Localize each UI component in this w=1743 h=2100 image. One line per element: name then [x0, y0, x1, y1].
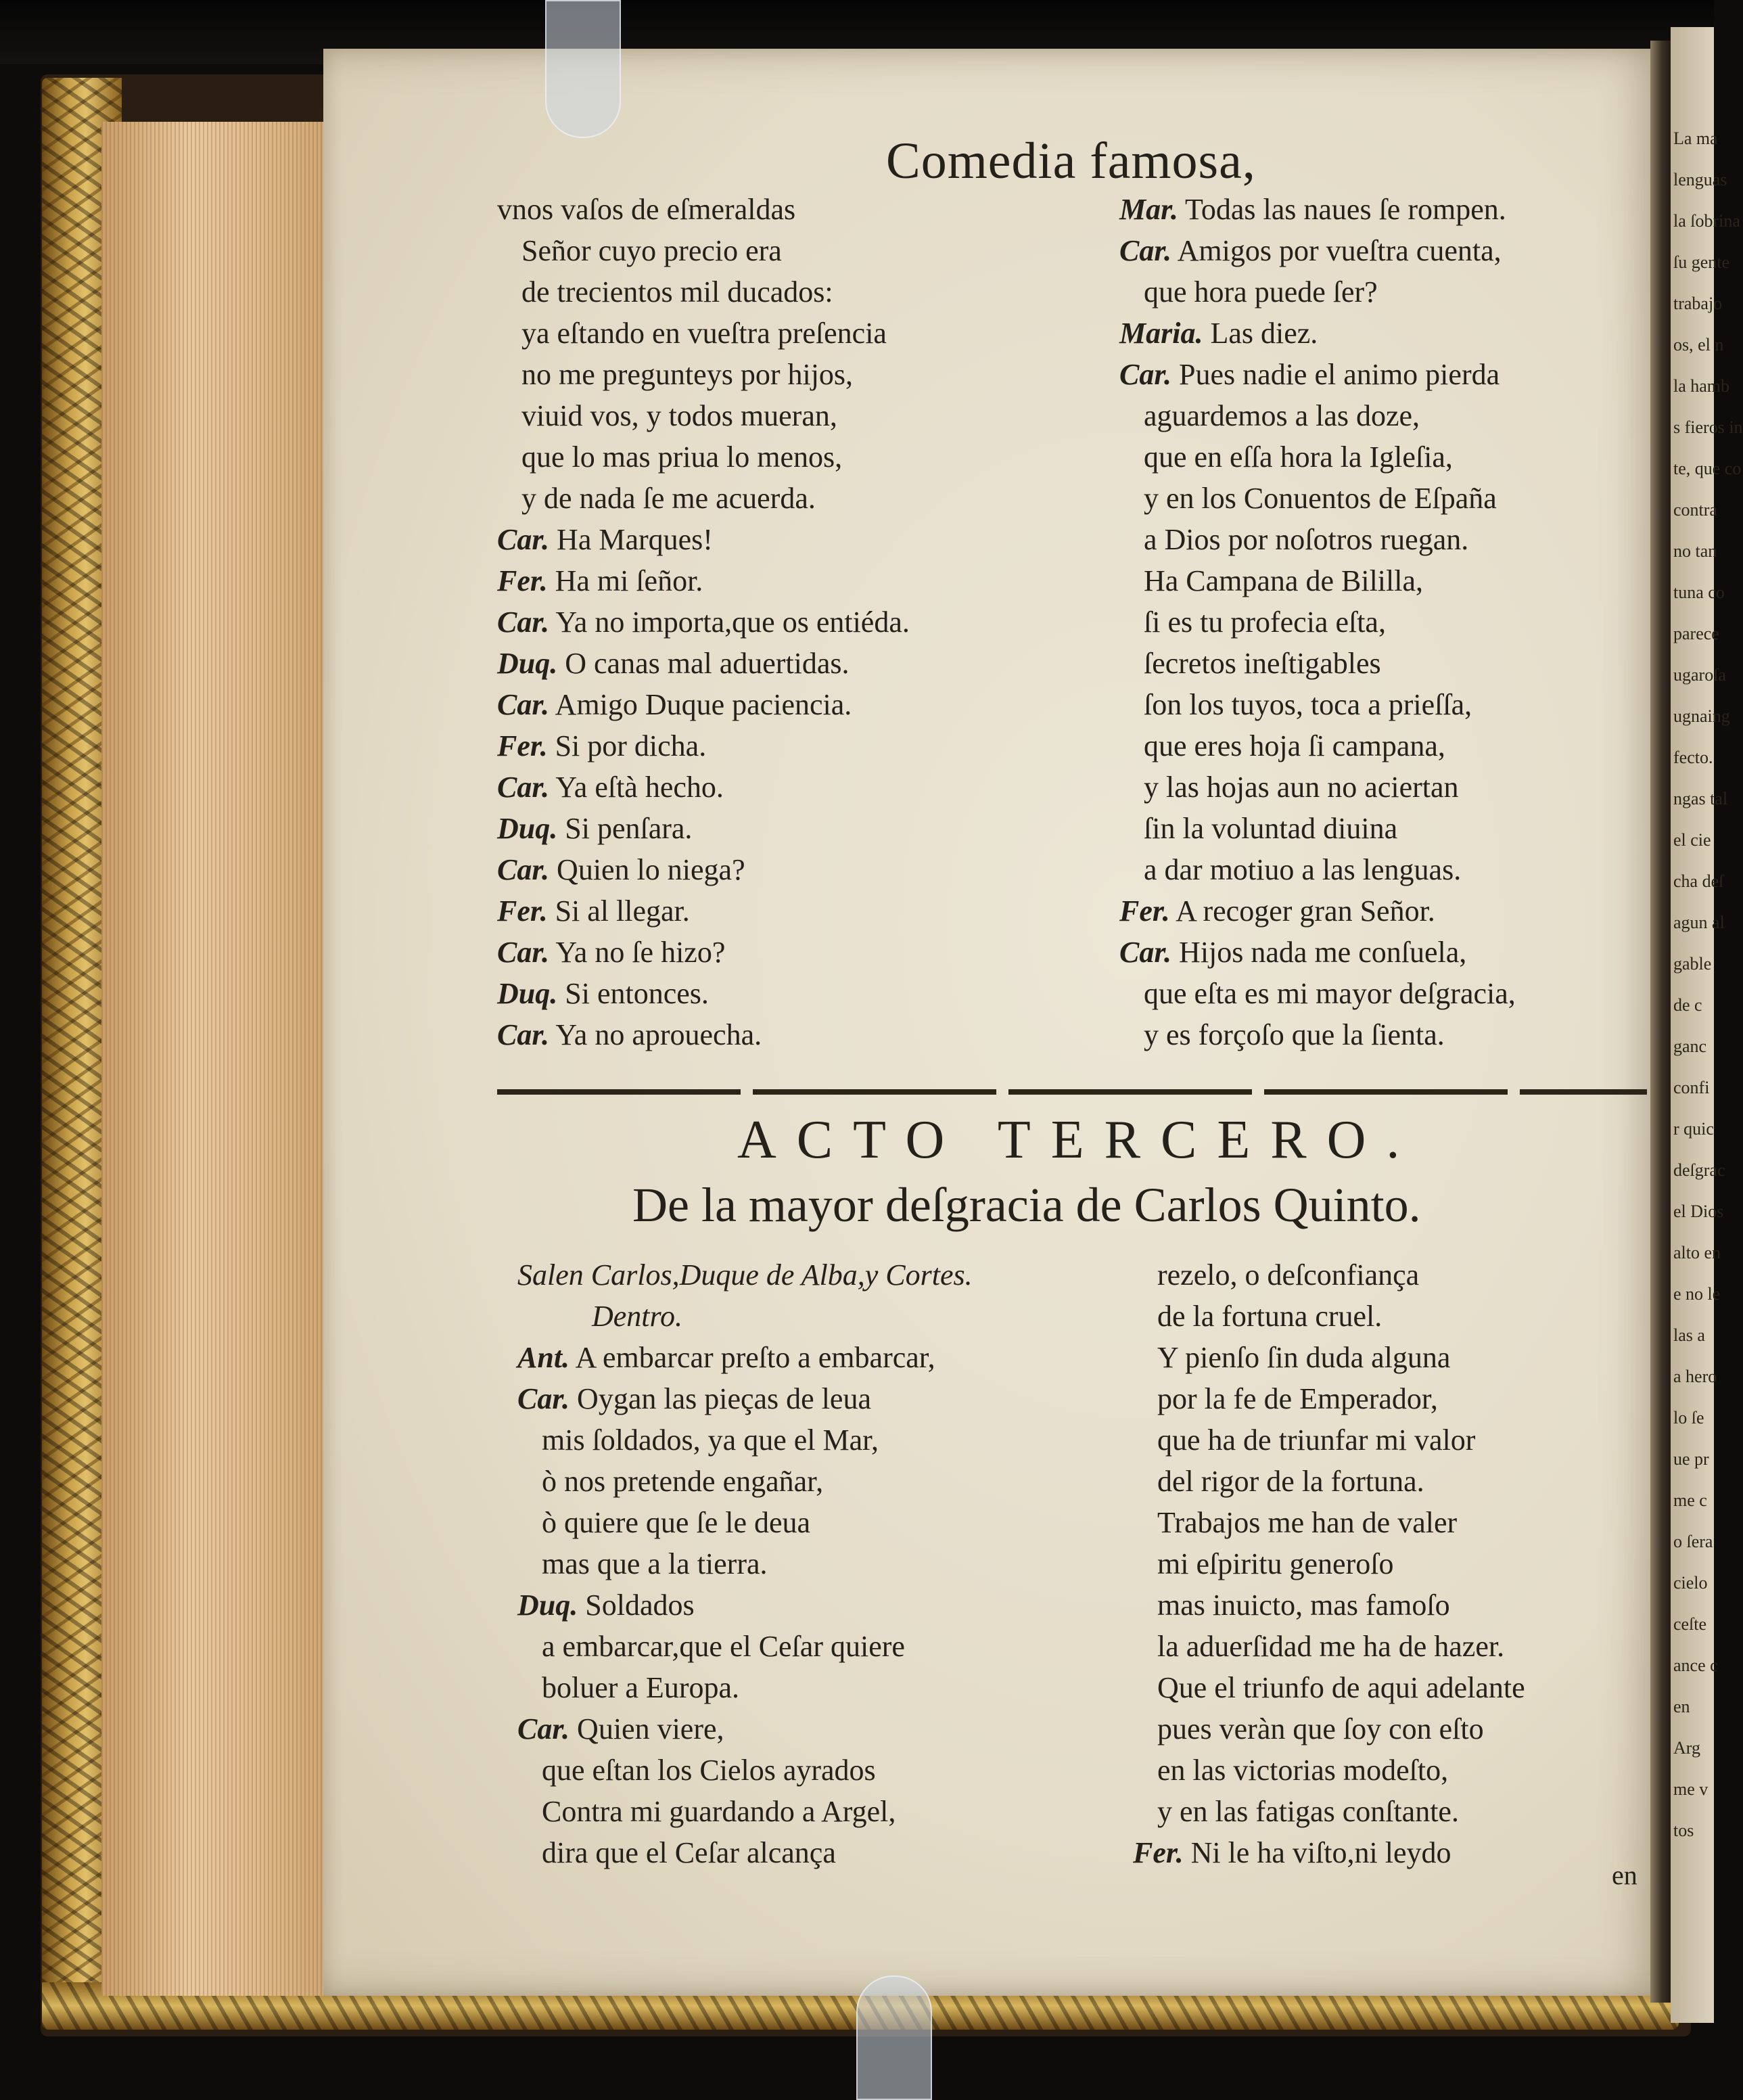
- verse-text: A embarcar preſto a embarcar,: [575, 1341, 935, 1374]
- verse-text: y en las fatigas conſtante.: [1157, 1795, 1459, 1828]
- verse-text: A recoger gran Señor.: [1176, 894, 1435, 928]
- verse-line: [521, 355, 853, 395]
- verse-text: Amigo Duque paciencia.: [555, 688, 852, 721]
- verse-text: Si al llegar.: [555, 894, 690, 928]
- verse-line: [497, 932, 725, 973]
- facing-page-text: ganc: [1673, 1036, 1707, 1056]
- facing-page-text: confi: [1673, 1078, 1710, 1097]
- verse-line: [521, 478, 816, 519]
- verse-line: [1157, 1379, 1438, 1419]
- facing-page-text: tuna co: [1673, 583, 1725, 602]
- verse-text: Ya no importa,que os entiéda.: [555, 606, 910, 639]
- verse-line: [1144, 602, 1386, 643]
- page-clip-top: [545, 0, 621, 138]
- speaker-label: Fer.: [497, 564, 548, 597]
- verse-text: en las victorias modeſto,: [1157, 1754, 1449, 1787]
- verse-text: Y pienſo ſin duda alguna: [1157, 1341, 1451, 1374]
- verse-text: a dar motiuo a las lenguas.: [1144, 853, 1462, 886]
- facing-page-text: ue pr: [1673, 1449, 1709, 1469]
- verse-line: [1157, 1338, 1450, 1378]
- facing-page-text: la ſobrina: [1673, 211, 1740, 231]
- verse-text: Trabajos me han de valer: [1157, 1506, 1458, 1539]
- verse-line: [1157, 1461, 1424, 1502]
- verse-text: Que el triunfo de aqui adelante: [1157, 1671, 1525, 1704]
- verse-line: [592, 1296, 682, 1337]
- speaker-label: Duq.: [497, 812, 558, 845]
- verse-line: [517, 1709, 724, 1750]
- verse-line: [1144, 561, 1423, 601]
- verse-text: vnos vaſos de eſmeraldas: [497, 193, 796, 226]
- verse-line: [497, 685, 852, 725]
- verse-text: ò nos pretende engañar,: [542, 1465, 824, 1498]
- verse-line: [521, 437, 842, 478]
- verse-text: Si penſara.: [565, 812, 693, 845]
- speaker-label: Fer.: [497, 894, 548, 928]
- facing-page-text: contra: [1673, 500, 1717, 520]
- page-clip-bottom: [856, 1976, 932, 2100]
- speaker-label: Car.: [1119, 358, 1172, 391]
- facing-page-text: e no le: [1673, 1284, 1721, 1304]
- verse-line: [1157, 1585, 1450, 1626]
- speaker-label: Car.: [1119, 936, 1172, 969]
- verse-text: Las diez.: [1210, 317, 1318, 350]
- verse-text: ſi es tu profecia eſta,: [1144, 606, 1386, 639]
- verse-line: [497, 974, 709, 1014]
- verse-line: [1119, 932, 1466, 973]
- facing-page-text: ceſte: [1673, 1614, 1707, 1634]
- verse-text: Ha mi ſeñor.: [555, 564, 703, 597]
- verse-line: [497, 602, 910, 643]
- facing-page-fragment: [1671, 27, 1743, 2023]
- verse-line: [521, 231, 782, 271]
- verse-text: del rigor de la fortuna.: [1157, 1465, 1424, 1498]
- speaker-label: Car.: [497, 853, 550, 886]
- speaker-label: Car.: [497, 523, 550, 556]
- verse-line: [542, 1461, 823, 1502]
- verse-line: [542, 1420, 879, 1461]
- speaker-label: Car.: [497, 606, 550, 639]
- verse-text: mas que a la tierra.: [542, 1547, 768, 1580]
- verse-text: dira que el Ceſar alcança: [542, 1836, 836, 1869]
- verse-line: [1157, 1626, 1504, 1667]
- verse-text: Quien lo niega?: [557, 853, 745, 886]
- verse-line: [1157, 1709, 1484, 1750]
- verse-line: [542, 1544, 768, 1584]
- verse-line: [1157, 1296, 1382, 1337]
- speaker-label: Car.: [517, 1712, 570, 1745]
- speaker-label: Car.: [1119, 234, 1172, 267]
- verse-text: Ha Campana de Bililla,: [1144, 564, 1423, 597]
- speaker-label: Maria.: [1119, 317, 1203, 350]
- speaker-label: Car.: [497, 936, 550, 969]
- facing-page-text: deſgrac: [1673, 1160, 1725, 1180]
- verse-text: de la fortuna cruel.: [1157, 1300, 1382, 1333]
- section-divider-rule: [497, 1089, 1647, 1095]
- verse-text: Contra mi guardando a Argel,: [542, 1795, 896, 1828]
- speaker-label: Fer.: [1133, 1836, 1184, 1869]
- facing-page-text: me v: [1673, 1779, 1709, 1799]
- speaker-label: Duq.: [497, 647, 558, 680]
- facing-page-text: ance c: [1673, 1656, 1718, 1675]
- verse-line: [517, 1255, 973, 1296]
- verse-line: [1157, 1420, 1475, 1461]
- verse-text: Amigos por vueſtra cuenta,: [1177, 234, 1502, 267]
- facing-page-text: me c: [1673, 1490, 1707, 1510]
- verse-text: ſon los tuyos, toca a prieſſa,: [1144, 688, 1472, 721]
- verse-text: Ya eſtà hecho.: [555, 771, 724, 804]
- facing-page-text: ſu gente: [1673, 252, 1730, 272]
- verse-line: [1144, 685, 1472, 725]
- verse-line: [1144, 520, 1468, 560]
- verse-text: ſecretos ineſtigables: [1144, 647, 1381, 680]
- speaker-label: Car.: [497, 771, 550, 804]
- verse-text: O canas mal aduertidas.: [565, 647, 850, 680]
- verse-text: que en eſſa hora la Igleſia,: [1144, 440, 1453, 474]
- verse-line: [1119, 189, 1506, 230]
- verse-text: Salen Carlos,Duque de Alba,y Cortes.: [517, 1258, 973, 1292]
- stacked-page-edges: [101, 122, 326, 1996]
- verse-text: rezelo, o deſconfiança: [1157, 1258, 1420, 1292]
- speaker-label: Fer.: [1119, 894, 1170, 928]
- facing-page-text: el cie: [1673, 830, 1711, 850]
- facing-page-text: ngas tal: [1673, 789, 1728, 808]
- verse-line: [1144, 850, 1461, 890]
- verse-line: [497, 726, 706, 767]
- verse-line: [1157, 1544, 1393, 1584]
- facing-page-text: gable: [1673, 954, 1712, 974]
- verse-line: [517, 1379, 871, 1419]
- verse-line: [517, 1585, 695, 1626]
- verse-line: [1157, 1791, 1459, 1832]
- verse-line: [1119, 313, 1318, 354]
- verse-line: [497, 189, 795, 230]
- verse-line: [1144, 643, 1381, 684]
- verse-text: que eſtan los Cielos ayrados: [542, 1754, 876, 1787]
- verse-line: [1144, 974, 1516, 1014]
- verse-text: Ha Marques!: [557, 523, 713, 556]
- verse-text: de trecientos mil ducados:: [521, 275, 833, 309]
- verse-line: [497, 891, 690, 932]
- facing-page-text: ugnaing: [1673, 706, 1730, 726]
- verse-line: [1133, 1833, 1451, 1873]
- facing-page-text: lo ſe: [1673, 1408, 1704, 1428]
- facing-page-text: parece: [1673, 624, 1719, 643]
- verse-text: a Dios por noſotros ruegan.: [1144, 523, 1469, 556]
- facing-page-text: tos: [1673, 1821, 1694, 1840]
- verse-line: [497, 561, 703, 601]
- verse-text: por la fe de Emperador,: [1157, 1382, 1438, 1415]
- verse-text: y en los Conuentos de Eſpaña: [1144, 482, 1497, 515]
- speaker-label: Car.: [497, 688, 550, 721]
- verse-line: [521, 313, 887, 354]
- verse-text: que ha de triunfar mi valor: [1157, 1423, 1476, 1457]
- speaker-label: Duq.: [497, 977, 558, 1010]
- verse-line: [521, 396, 837, 436]
- verse-text: que hora puede ſer?: [1144, 275, 1378, 309]
- verse-line: [1157, 1668, 1525, 1708]
- facing-page-text: o ſera: [1673, 1532, 1713, 1551]
- verse-line: [1157, 1503, 1457, 1543]
- verse-text: mas inuicto, mas famoſo: [1157, 1589, 1450, 1622]
- facing-page-text: te, que co: [1673, 459, 1742, 478]
- facing-page-text: os, el n: [1673, 335, 1724, 355]
- verse-text: viuid vos, y todos mueran,: [521, 399, 837, 432]
- verse-text: ò quiere que ſe le deua: [542, 1506, 811, 1539]
- facing-page-text: Arg: [1673, 1738, 1700, 1758]
- speaker-label: Fer.: [497, 729, 548, 762]
- verse-text: y es forçoſo que la ſienta.: [1144, 1018, 1445, 1051]
- facing-page-text: a hero: [1673, 1367, 1717, 1386]
- verse-line: [1119, 231, 1502, 271]
- verse-text: Ya no ſe hizo?: [555, 936, 726, 969]
- verse-line: [1144, 478, 1497, 519]
- verse-text: que eres hoja ſi campana,: [1144, 729, 1445, 762]
- verse-line: [1119, 891, 1435, 932]
- verse-line: [517, 1338, 935, 1378]
- verse-line: [497, 808, 692, 849]
- verse-line: [497, 1015, 762, 1055]
- verse-line: [1144, 1015, 1445, 1055]
- facing-page-text: las a: [1673, 1325, 1705, 1345]
- verse-line: [1144, 396, 1420, 436]
- verse-text: a embarcar,que el Ceſar quiere: [542, 1630, 905, 1663]
- verse-line: [1144, 272, 1378, 313]
- verse-text: ya eſtando en vueſtra preſencia: [521, 317, 887, 350]
- facing-page-text: en: [1673, 1697, 1690, 1716]
- verse-text: mi eſpiritu generoſo: [1157, 1547, 1394, 1580]
- verse-text: Señor cuyo precio era: [521, 234, 782, 267]
- facing-page-text: lenguas: [1673, 170, 1727, 189]
- verse-text: Ya no aprouecha.: [555, 1018, 762, 1051]
- verse-line: [1119, 355, 1500, 395]
- speaker-label: Duq.: [517, 1589, 578, 1622]
- verse-line: [497, 767, 724, 808]
- verse-line: [497, 520, 713, 560]
- verse-text: Ni le ha viſto,ni leydo: [1190, 1836, 1451, 1869]
- verse-line: [1157, 1750, 1448, 1791]
- speaker-label: Car.: [497, 1018, 550, 1051]
- verse-line: [542, 1503, 810, 1543]
- speaker-label: Car.: [517, 1382, 570, 1415]
- facing-page-text: La ma: [1673, 129, 1718, 148]
- verse-line: [542, 1791, 896, 1832]
- verse-line: [1144, 808, 1397, 849]
- facing-page-text: alto en: [1673, 1243, 1721, 1262]
- verse-text: mis ſoldados, ya que el Mar,: [542, 1423, 879, 1457]
- verse-text: Soldados: [585, 1589, 695, 1622]
- verse-text: aguardemos a las doze,: [1144, 399, 1420, 432]
- verse-text: que eſta es mi mayor deſgracia,: [1144, 977, 1516, 1010]
- verse-text: ſin la voluntad diuina: [1144, 812, 1398, 845]
- verse-line: [1144, 726, 1445, 767]
- verse-line: [1144, 767, 1459, 808]
- facing-page-text: trabajo: [1673, 294, 1723, 313]
- facing-page-text: la hamb: [1673, 376, 1730, 396]
- verse-text: Hijos nada me conſuela,: [1179, 936, 1467, 969]
- verse-text: pues veràn que ſoy con eſto: [1157, 1712, 1484, 1745]
- verse-line: [497, 643, 850, 684]
- catchword: en: [1612, 1860, 1637, 1890]
- facing-page-text: fecto.: [1673, 748, 1713, 767]
- act-subtitle: De la mayor deſgracia de Carlos Quinto.: [632, 1178, 1421, 1232]
- speaker-label: Mar.: [1119, 193, 1178, 226]
- verse-text: boluer a Europa.: [542, 1671, 739, 1704]
- verse-text: y de nada ſe me acuerda.: [521, 482, 816, 515]
- verse-text: y las hojas aun no aciertan: [1144, 771, 1459, 804]
- facing-page-text: r quic: [1673, 1119, 1714, 1139]
- verse-text: Todas las naues ſe rompen.: [1185, 193, 1506, 226]
- verse-text: Si entonces.: [565, 977, 709, 1010]
- verse-text: que lo mas priua lo menos,: [521, 440, 843, 474]
- verse-text: la aduerſidad me ha de hazer.: [1157, 1630, 1505, 1663]
- facing-page-text: no tan: [1673, 541, 1717, 561]
- verse-text: Quien viere,: [577, 1712, 724, 1745]
- verse-line: [1157, 1255, 1419, 1296]
- verse-line: [521, 272, 833, 313]
- book-gutter: [1650, 41, 1673, 2003]
- verse-line: [542, 1626, 905, 1667]
- facing-page-text: el Dios: [1673, 1202, 1724, 1221]
- act-title: ACTO TERCERO.: [737, 1110, 1420, 1170]
- facing-page-text: ugaroſa: [1673, 665, 1726, 685]
- verse-text: Si por dicha.: [555, 729, 707, 762]
- facing-page-text: agun al: [1673, 913, 1725, 932]
- verse-text: Dentro.: [592, 1300, 683, 1333]
- verse-line: [542, 1668, 739, 1708]
- facing-page-text: cha deſ: [1673, 871, 1724, 891]
- verse-line: [542, 1833, 836, 1873]
- facing-page-text: de c: [1673, 995, 1702, 1015]
- verse-text: Oygan las pieças de leua: [577, 1382, 871, 1415]
- verse-text: Pues nadie el animo pierda: [1179, 358, 1500, 391]
- verse-line: [497, 850, 745, 890]
- speaker-label: Ant.: [517, 1341, 570, 1374]
- running-title: Comedia famosa,: [886, 133, 1256, 189]
- verse-line: [542, 1750, 876, 1791]
- facing-page-text: s fieros in: [1673, 417, 1743, 437]
- verse-line: [1144, 437, 1453, 478]
- facing-page-text: cielo: [1673, 1573, 1708, 1593]
- verse-text: no me pregunteys por hijos,: [521, 358, 854, 391]
